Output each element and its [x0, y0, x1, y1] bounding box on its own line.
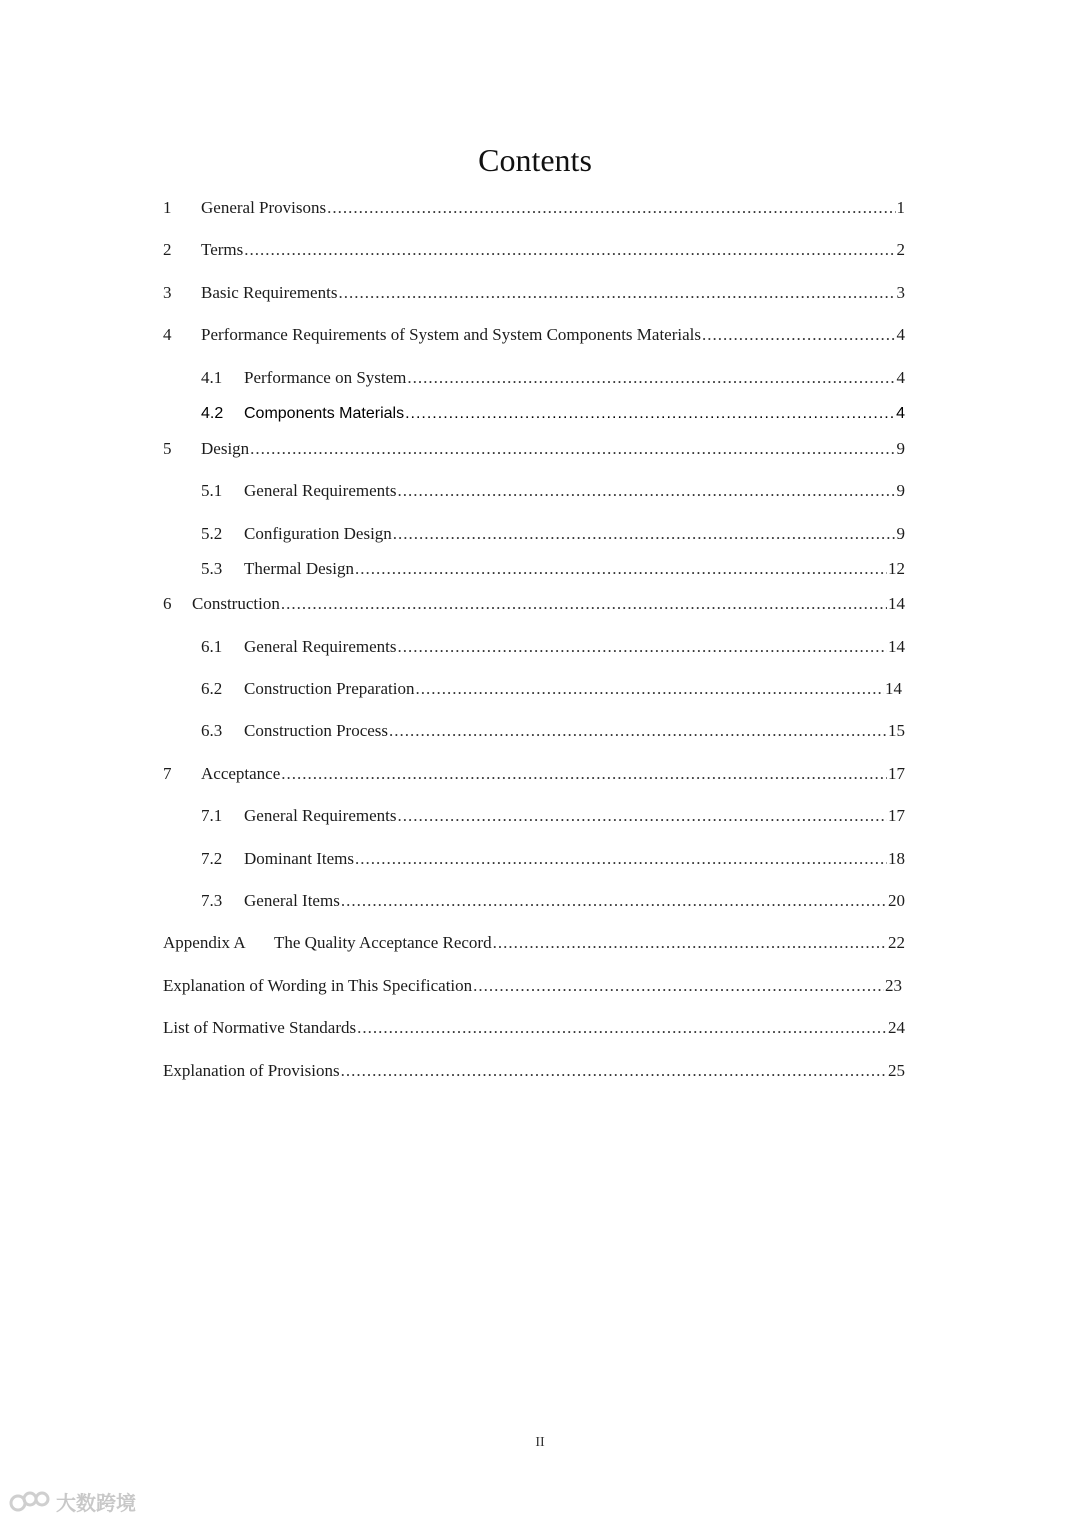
toc-entry-explanation-provisions[interactable] [163, 1060, 905, 1082]
toc-entry-number: 4 [163, 325, 172, 344]
toc-entry-number: 6.2 [201, 679, 223, 698]
toc-entry-number: 5 [163, 439, 172, 458]
toc-entry-title: General Items [244, 891, 340, 910]
toc-entry-page: 9 [896, 524, 905, 543]
toc-entry-page: 25 [888, 1061, 905, 1080]
toc-entry-2[interactable] [163, 239, 905, 261]
toc-entry-4-2[interactable] [201, 403, 905, 425]
toc-entry-6[interactable] [163, 593, 905, 615]
toc-entry-title: Thermal Design [244, 559, 354, 578]
toc-entry-title: General Requirements [244, 481, 397, 500]
toc-entry-6-3[interactable] [201, 720, 905, 742]
toc-entry-appendix-a[interactable] [163, 932, 905, 954]
toc-entry-title: General Requirements [244, 806, 397, 825]
toc-entry-number: Appendix A [163, 933, 246, 952]
toc-entry-title: Basic Requirements [201, 283, 338, 302]
toc-entry-page: 9 [896, 439, 905, 458]
toc-entry-title: Construction Process [244, 721, 389, 740]
toc-entry-number: 7 [163, 764, 172, 783]
toc-entry-4[interactable] [163, 324, 905, 346]
toc-dot-leader [702, 324, 896, 346]
toc-entry-number: 7.2 [201, 849, 223, 868]
toc-dot-leader [493, 932, 887, 954]
toc-entry-page: 22 [888, 933, 905, 952]
toc-entry-7[interactable] [163, 763, 905, 785]
toc-entry-number: 3 [163, 283, 172, 302]
toc-entry-page: 24 [888, 1018, 905, 1037]
toc-entry-title: Components Materials [244, 405, 405, 422]
toc-entry-7-3[interactable] [201, 890, 905, 912]
toc-entry-5-2[interactable] [201, 523, 905, 545]
toc-entry-page: 12 [888, 559, 905, 578]
toc-entry-page: 20 [888, 891, 905, 910]
toc-entry-title: List of Normative Standards [163, 1018, 357, 1037]
toc-entry-number: 6.1 [201, 637, 223, 656]
page-title: Contents [478, 142, 592, 178]
toc-dot-leader [405, 403, 895, 425]
toc-dot-leader [407, 367, 895, 389]
toc-dot-leader [250, 438, 895, 460]
toc-entry-number: 4.1 [201, 368, 223, 387]
toc-entry-title: Terms [201, 240, 244, 259]
toc-entry-4-1[interactable] [201, 367, 905, 389]
toc-entry-number: 7.3 [201, 891, 223, 910]
toc-entry-page: 2 [896, 240, 905, 259]
footer-page-number: II [535, 1435, 545, 1450]
toc-entry-number: 5.1 [201, 481, 223, 500]
toc-entry-6-1[interactable] [201, 636, 905, 658]
toc-entry-title: Explanation of Provisions [163, 1061, 340, 1080]
toc-entry-normative-standards[interactable] [163, 1017, 905, 1039]
toc-entry-title: General Requirements [244, 637, 397, 656]
toc-dot-leader [338, 282, 895, 304]
toc-entry-explanation-wording[interactable] [163, 975, 902, 997]
toc-entry-page: 4 [896, 325, 905, 344]
toc-dot-leader [341, 890, 887, 912]
toc-dot-leader [281, 593, 887, 615]
toc-dot-leader [393, 523, 896, 545]
toc-entry-page: 23 [885, 976, 902, 995]
toc-entry-number: 5.2 [201, 524, 223, 543]
toc-entry-title: Construction [192, 594, 280, 613]
toc-entry-page: 4 [896, 368, 905, 387]
toc-entry-page: 14 [888, 594, 905, 613]
toc-entry-number: 1 [163, 198, 172, 217]
toc-dot-leader [389, 720, 887, 742]
toc-entry-page: 1 [896, 198, 905, 217]
toc-entry-number: 7.1 [201, 806, 223, 825]
toc-entry-number: 2 [163, 240, 172, 259]
toc-entry-number: 5.3 [201, 559, 223, 578]
toc-dot-leader [244, 239, 895, 261]
toc-entry-5-3[interactable] [201, 558, 905, 580]
toc-entry-1[interactable] [163, 197, 905, 219]
watermark-logo-icon [8, 1489, 52, 1515]
toc-entry-page: 4 [896, 405, 905, 422]
toc-entry-page: 14 [888, 637, 905, 656]
toc-dot-leader [397, 805, 887, 827]
toc-dot-leader [355, 848, 887, 870]
toc-entry-page: 17 [888, 806, 905, 825]
toc-dot-leader [281, 763, 887, 785]
toc-entry-5-1[interactable] [201, 480, 905, 502]
toc-entry-number: 6 [163, 594, 172, 613]
toc-entry-title: Construction Preparation [244, 679, 415, 698]
toc-dot-leader [355, 558, 887, 580]
toc-entry-title: Acceptance [201, 764, 281, 783]
toc-dot-leader [415, 678, 884, 700]
toc-entry-title: Performance on System [244, 368, 407, 387]
toc-dot-leader [341, 1060, 887, 1082]
toc-entry-page: 18 [888, 849, 905, 868]
toc-entry-page: 14 [885, 679, 902, 698]
toc-entry-page: 17 [888, 764, 905, 783]
toc-entry-7-1[interactable] [201, 805, 905, 827]
toc-entry-number: 6.3 [201, 721, 223, 740]
toc-entry-6-2[interactable] [201, 678, 902, 700]
toc-dot-leader [357, 1017, 887, 1039]
toc-entry-title: Explanation of Wording in This Specification [163, 976, 473, 995]
toc-entry-page: 9 [896, 481, 905, 500]
toc-entry-7-2[interactable] [201, 848, 905, 870]
toc-entry-number: 4.2 [201, 405, 224, 422]
toc-entry-5[interactable] [163, 438, 905, 460]
watermark-text: 大数跨境 [56, 1491, 136, 1515]
toc-dot-leader [397, 480, 895, 502]
toc-entry-title: General Provisons [201, 198, 327, 217]
watermark [8, 1487, 136, 1516]
toc-dot-leader [397, 636, 887, 658]
toc-entry-title: The Quality Acceptance Record [274, 933, 492, 952]
toc-entry-title: Dominant Items [244, 849, 355, 868]
toc-entry-title: Configuration Design [244, 524, 392, 543]
toc-entry-page: 15 [888, 721, 905, 740]
toc-entry-title: Performance Requirements of System and System Components Materials [201, 325, 701, 344]
toc-entry-page: 3 [896, 283, 905, 302]
toc-dot-leader [327, 197, 895, 219]
toc-dot-leader [473, 975, 884, 997]
toc-entry-title: Design [201, 439, 250, 458]
toc-entry-3[interactable] [163, 282, 905, 304]
